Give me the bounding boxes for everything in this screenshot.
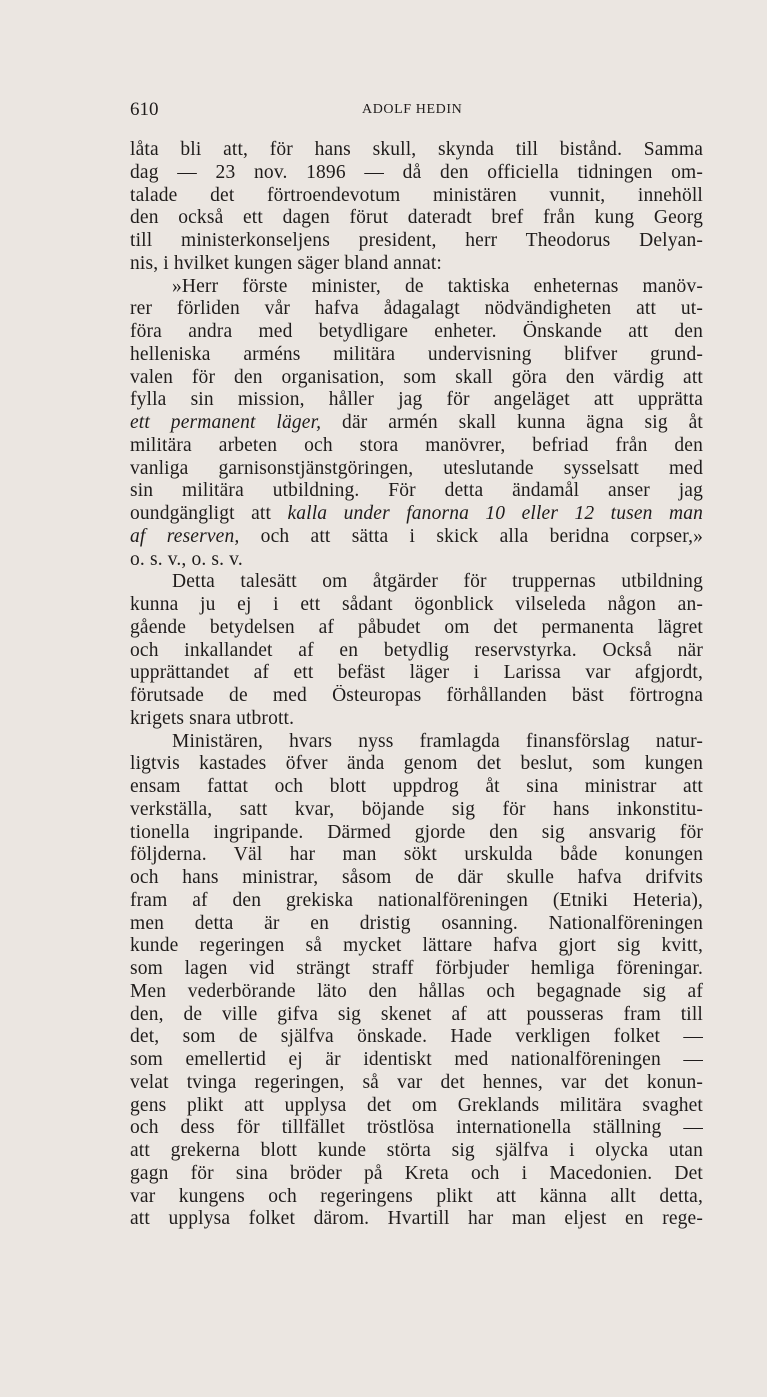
text-line: förutsade de med Östeuropas förhållanden bäst förtrogna bbox=[130, 685, 703, 706]
text-line: men detta är en dristig osanning. Nationalföreningen bbox=[130, 912, 703, 934]
quote-line: rer förliden vår hafva ådagalagt nödvändigheten att ut- bbox=[130, 298, 703, 320]
quote-line: valen för den organisation, som skall göra den värdig att bbox=[130, 366, 703, 388]
quote-line: oundgängligt att kalla under fanorna 10 eller 12 tusen man bbox=[130, 503, 703, 524]
quote-line: »Herr förste minister, de taktiska enheternas manöv- bbox=[172, 275, 703, 297]
text-line: tionella ingripande. Därmed gjorde den sig ansvarig för bbox=[130, 821, 703, 843]
text-line: som lagen vid strängt straff förbjuder hemliga föreningar. bbox=[130, 958, 703, 979]
text-line: Detta talesätt om åtgärder för truppernas utbildning bbox=[172, 571, 703, 593]
text-line: att upplysa folket därom. Hvartill har man eljest en rege- bbox=[130, 1208, 703, 1230]
text-line: Ministären, hvars nyss framlagda finansförslag natur- bbox=[172, 730, 703, 752]
text-line: krigets snara utbrott. bbox=[130, 707, 295, 729]
text-line: var kungens och regeringens plikt att känna allt detta, bbox=[130, 1185, 703, 1207]
italic-phrase: kalla under fanorna 10 eller 12 tusen man bbox=[287, 503, 703, 524]
text-line: nis, i hvilket kungen säger bland annat: bbox=[130, 252, 442, 274]
text-line: upprättandet af ett befäst läger i Larissa var afgjordt, bbox=[130, 662, 703, 684]
text-line: till ministerkonseljens president, herr Theodorus Delyan- bbox=[130, 230, 703, 251]
italic-phrase: af reserven, bbox=[130, 525, 240, 547]
text-line: och dess för tillfället tröstlösa internationella ställning — bbox=[130, 1117, 703, 1139]
text-line: låta bli att, för hans skull, skynda till bistånd. Samma bbox=[130, 139, 703, 160]
text-line: och inkallandet af en betydlig reservstyrka. Också när bbox=[130, 639, 703, 661]
text-line: gens plikt att upplysa det om Greklands militära svaghet bbox=[130, 1094, 703, 1116]
text-line: den också ett dagen förut dateradt bref från kung Georg bbox=[130, 207, 703, 229]
text-line: verkställa, satt kvar, böjande sig för hans inkonstitu- bbox=[130, 798, 703, 820]
quote-line: föra andra med betydligare enheter. Önskande att den bbox=[130, 321, 703, 342]
text-line: gående betydelsen af påbudet om det permanenta lägret bbox=[130, 616, 703, 638]
text-line: ligtvis kastades öfver ända genom det beslut, som kungen bbox=[130, 753, 703, 775]
text-line: och hans ministrar, såsom de där skulle hafva drifvits bbox=[130, 867, 703, 888]
quote-line: militära arbeten och stora manövrer, befriad från den bbox=[130, 434, 703, 456]
running-head bbox=[130, 98, 703, 122]
text-line: gagn för sina bröder på Kreta och i Macedonien. Det bbox=[130, 1162, 703, 1184]
text-line: fram af den grekiska nationalföreningen (Etniki Heteria), bbox=[130, 889, 703, 911]
quote-line: sin militära utbildning. För detta ändamål anser jag bbox=[130, 480, 703, 502]
text-line: det, som de själfva önskade. Hade verkligen folket — bbox=[130, 1026, 703, 1048]
quote-line: ett permanent läger, där armén skall kunna ägna sig åt bbox=[130, 412, 703, 433]
quote-line: af reserven, och att sätta i skick alla beridna corpser,» bbox=[130, 525, 703, 547]
text-line: Men vederbörande läto den hållas och begagnade sig af bbox=[130, 980, 703, 1002]
text-line: dag — 23 nov. 1896 — då den officiella tidningen om- bbox=[130, 161, 703, 183]
text-line: som emellertid ej är identiskt med nationalföreningen — bbox=[130, 1049, 703, 1070]
text-line: velat tvinga regeringen, så var det hennes, var det konun- bbox=[130, 1071, 703, 1093]
text-line: följderna. Väl har man sökt urskulda både konungen bbox=[130, 844, 703, 866]
quote-line: vanliga garnisonstjänstgöringen, uteslutande sysselsatt med bbox=[130, 457, 703, 479]
text-line: den, de ville gifva sig skenet af att pousseras fram till bbox=[130, 1003, 703, 1025]
page-number: 610 bbox=[130, 99, 159, 120]
quote-line: o. s. v., o. s. v. bbox=[130, 548, 243, 570]
text-line: kunde regeringen så mycket lättare hafva gjort sig kvitt, bbox=[130, 935, 703, 957]
text-line: ensam fattat och blott uppdrog åt sina ministrar att bbox=[130, 776, 703, 797]
text-line: att grekerna blott kunde störta sig själfva i olycka utan bbox=[130, 1140, 703, 1161]
text-line: kunna ju ej i ett sådant ögonblick vilseleda någon an- bbox=[130, 594, 703, 615]
text-line: talade det förtroendevotum ministären vunnit, innehöll bbox=[130, 184, 703, 206]
quote-line: fylla sin mission, håller jag för angeläget att upprätta bbox=[130, 389, 703, 411]
running-head-author: ADOLF HEDIN bbox=[362, 102, 463, 117]
italic-phrase: ett permanent läger, bbox=[130, 412, 322, 433]
body-text bbox=[130, 139, 703, 1231]
quote-line: helleniska arméns militära undervisning blifver grund- bbox=[130, 343, 703, 365]
